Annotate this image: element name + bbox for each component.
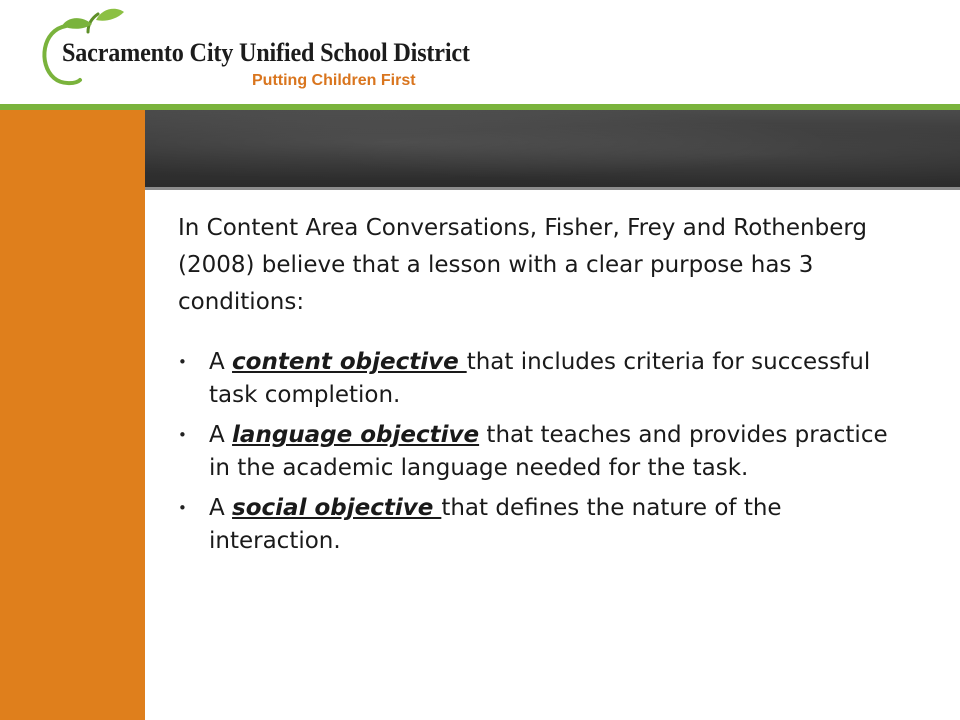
bullet-icon: •	[178, 426, 187, 444]
slide-body	[178, 210, 898, 565]
bullet-icon: •	[178, 499, 187, 517]
chalkboard-banner	[145, 110, 960, 190]
header	[0, 0, 960, 104]
org-name: Sacramento City Unified School District	[62, 38, 470, 67]
objective-term: content objective	[232, 349, 467, 375]
tagline: Putting Children First	[252, 72, 416, 89]
bullet-prefix: A	[209, 349, 233, 375]
list-item	[178, 346, 898, 412]
intro-paragraph: In Content Area Conversations, Fisher, Frey and Rothenberg (2008) believe that a lesson with a clear purpose has 3 conditions:	[178, 215, 868, 315]
objective-term: language objective	[232, 422, 480, 448]
bullet-prefix: A	[209, 422, 233, 448]
district-logo	[36, 6, 470, 98]
objective-term: social objective	[232, 495, 442, 521]
bullet-icon: •	[178, 353, 187, 371]
bullet-text: that teaches and provides practice in the academic language needed for the task.	[209, 422, 888, 481]
bullet-text: that defines the nature of the interaction.	[209, 495, 782, 554]
objectives-list	[178, 346, 898, 558]
list-item	[178, 492, 898, 558]
bullet-prefix: A	[209, 495, 233, 521]
orange-sidebar	[0, 110, 145, 720]
list-item	[178, 419, 898, 485]
bullet-text: that includes criteria for successful task completion.	[209, 349, 871, 408]
